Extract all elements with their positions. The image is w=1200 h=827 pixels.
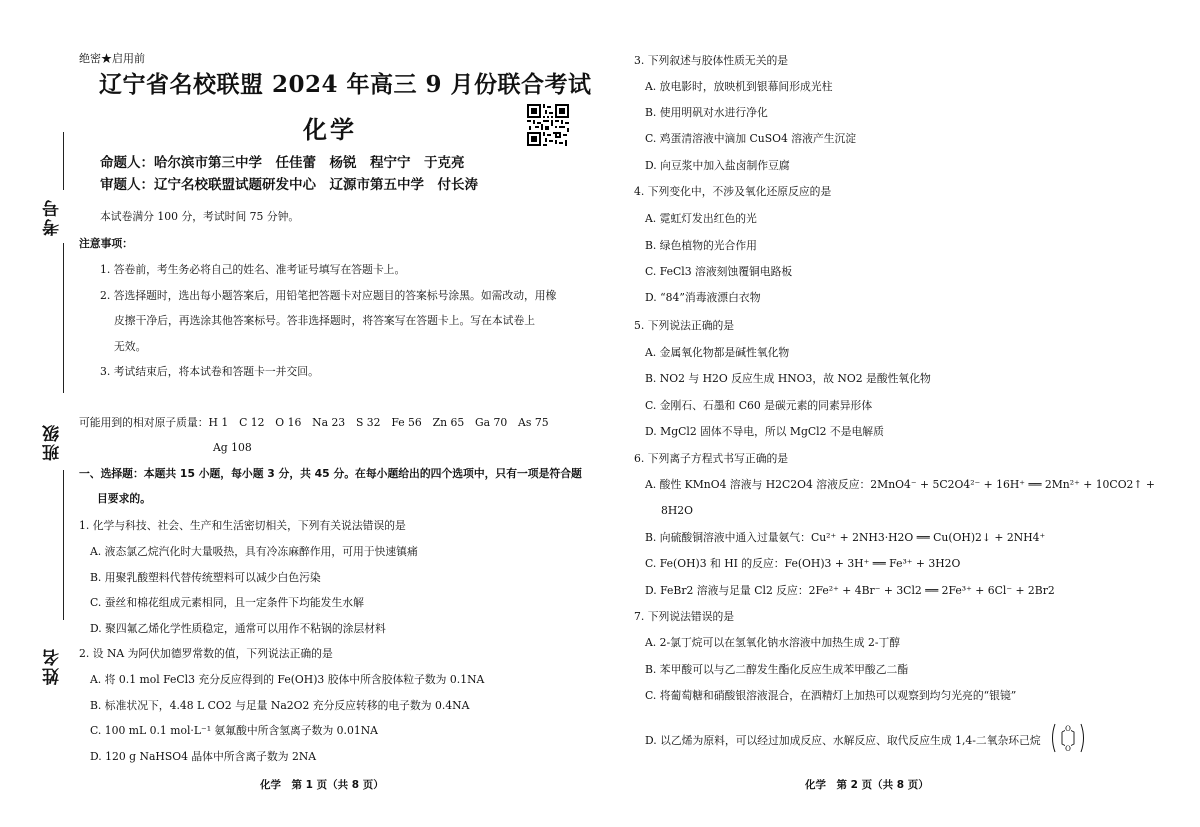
- side-label-xingming: 姓名: [43, 647, 63, 685]
- reviewer-line: 审题人：辽宁名校联盟试题研发中心 辽源市第五中学 付长涛: [100, 177, 478, 193]
- question-stem: 5. 下列说法正确的是: [634, 319, 735, 332]
- question-option: C. FeCl3 溶液刻蚀覆铜电路板: [645, 265, 793, 278]
- question-option: C. 鸡蛋清溶液中滴加 CuSO4 溶液产生沉淀: [645, 132, 857, 145]
- question-option: D. “84”消毒液漂白衣物: [645, 291, 761, 304]
- notice-item: 皮擦干净后，再选涂其他答案标号。答非选择题时，将答案写在答题卡上。写在本试卷上: [114, 314, 536, 327]
- page-footer: 化学 第 1 页（共 8 页）: [260, 779, 384, 791]
- question-stem: 7. 下列说法错误的是: [634, 610, 735, 623]
- side-label-kaohao: 考号: [43, 198, 63, 236]
- question-option: B. 绿色植物的光合作用: [645, 239, 757, 252]
- question-option: A. 酸性 KMnO4 溶液与 H2C2O4 溶液反应：2MnO4⁻ + 5C2O4²⁻ + 16H⁺ ══ 2Mn²⁺ + 10CO2↑ +: [645, 478, 1155, 491]
- confidential-mark: 绝密★启用前: [79, 52, 145, 65]
- question-option: B. 苯甲酸可以与乙二醇发生酯化反应生成苯甲酸乙二酯: [645, 663, 909, 676]
- question-option: A. 将 0.1 mol FeCl3 充分反应得到的 Fe(OH)3 胶体中所含胶体粒子数为 0.1NA: [90, 673, 485, 686]
- question-option: A. 放电影时，放映机到银幕间形成光柱: [645, 80, 833, 93]
- notice-item: 无效。: [114, 340, 147, 353]
- question-option: B. NO2 与 H2O 反应生成 HNO3，故 NO2 是酸性氧化物: [645, 372, 931, 385]
- question-option: D. MgCl2 固体不导电，所以 MgCl2 不是电解质: [645, 425, 884, 438]
- question-option: D. 向豆浆中加入盐卤制作豆腐: [645, 159, 790, 172]
- author-line: 命题人：哈尔滨市第三中学 任佳蕾 杨锐 程宁宁 于克亮: [100, 155, 465, 171]
- question-option: D. 聚四氟乙烯化学性质稳定，通常可以用作不粘锅的涂层材料: [90, 622, 386, 635]
- question-option: D. 120 g NaHSO4 晶体中所含离子数为 2NA: [90, 750, 317, 763]
- question-option: C. 蚕丝和棉花组成元素相同，且一定条件下均能发生水解: [90, 596, 364, 609]
- binding-line: [63, 243, 64, 393]
- ring-oxygen-label: O: [1065, 725, 1071, 733]
- binding-line: [63, 470, 64, 620]
- notice-item: 3. 考试结束后，将本试卷和答题卡一并交回。: [100, 365, 319, 378]
- question-stem: 3. 下列叙述与胶体性质无关的是: [634, 54, 789, 67]
- question-option: A. 2-氯丁烷可以在氢氧化钠水溶液中加热生成 2-丁醇: [645, 636, 901, 649]
- notice-title: 注意事项：: [79, 237, 133, 250]
- section-heading: 目要求的。: [97, 492, 151, 505]
- question-option: A. 液态氯乙烷汽化时大量吸热，具有冷冻麻醉作用，可用于快速镇痛: [90, 545, 418, 558]
- ring-oxygen-label: O: [1065, 745, 1071, 753]
- notice-item: 1. 答卷前，考生务必将自己的姓名、准考证号填写在答题卡上。: [100, 263, 406, 276]
- question-option: C. 100 mL 0.1 mol·L⁻¹ 氨氟酸中所含氢离子数为 0.01NA: [90, 724, 378, 737]
- question-option: C. Fe(OH)3 和 HI 的反应：Fe(OH)3 + 3H⁺ ══ Fe³⁺ + 3H2O: [645, 557, 961, 570]
- question-option: B. 向硫酸铜溶液中通入过量氨气：Cu²⁺ + 2NH3·H2O ══ Cu(OH)2↓ + 2NH4⁺: [645, 531, 1046, 544]
- question-option: A. 金属氧化物都是碱性氧化物: [645, 346, 790, 359]
- question-option: D. FeBr2 溶液与足量 Cl2 反应：2Fe²⁺ + 4Br⁻ + 3Cl2 ══ 2Fe³⁺ + 6Cl⁻ + 2Br2: [645, 584, 1055, 597]
- right-page: [600, 0, 1200, 827]
- binding-line: [63, 132, 64, 190]
- question-option: D. 以乙烯为原料，可以经过加成反应、水解反应、取代反应生成 1,4-二氧杂环己烷: [645, 734, 1041, 747]
- question-option: 8H2O: [661, 504, 694, 517]
- section-heading: 一、选择题：本题共 15 小题，每小题 3 分，共 45 分。在每小题给出的四个选项中，只有一项是符合题: [79, 467, 582, 480]
- question-option: B. 用聚乳酸塑料代替传统塑料可以减少白色污染: [90, 571, 321, 584]
- question-option: B. 使用明矾对水进行净化: [645, 106, 768, 119]
- exam-title: 辽宁省名校联盟 2024 年高三 9 月份联合考试: [99, 71, 592, 98]
- question-stem: 2. 设 NA 为阿伏加德罗常数的值，下列说法正确的是: [79, 647, 333, 660]
- question-option: C. 金刚石、石墨和 C60 是碳元素的同素异形体: [645, 399, 873, 412]
- subject-title: 化学: [303, 116, 357, 144]
- question-stem: 4. 下列变化中，不涉及氧化还原反应的是: [634, 185, 832, 198]
- page-footer: 化学 第 2 页（共 8 页）: [805, 779, 929, 791]
- dioxane-structure-icon: [1049, 720, 1087, 756]
- question-stem: 1. 化学与科技、社会、生产和生活密切相关，下列有关说法错误的是: [79, 519, 406, 532]
- side-label-banji: 班级: [43, 423, 63, 461]
- question-option: B. 标准状况下，4.48 L CO2 与足量 Na2O2 充分反应转移的电子数为 0.4NA: [90, 699, 470, 712]
- qr-code-icon: [527, 104, 569, 146]
- notice-item: 2. 答选择题时，选出每小题答案后，用铅笔把答题卡对应题目的答案标号涂黑。如需改动，用橡: [100, 289, 557, 302]
- atomic-masses: 可能用到的相对原子质量：H 1 C 12 O 16 Na 23 S 32 Fe 56 Zn 65 Ga 70 As 75: [79, 416, 549, 429]
- exam-intro: 本试卷满分 100 分，考试时间 75 分钟。: [100, 210, 300, 223]
- question-option: A. 霓虹灯发出红色的光: [645, 212, 757, 225]
- question-stem: 6. 下列离子方程式书写正确的是: [634, 452, 789, 465]
- atomic-masses: Ag 108: [213, 441, 252, 454]
- question-option: C. 将葡萄糖和硝酸银溶液混合，在酒精灯上加热可以观察到均匀光亮的“银镜”: [645, 689, 1017, 702]
